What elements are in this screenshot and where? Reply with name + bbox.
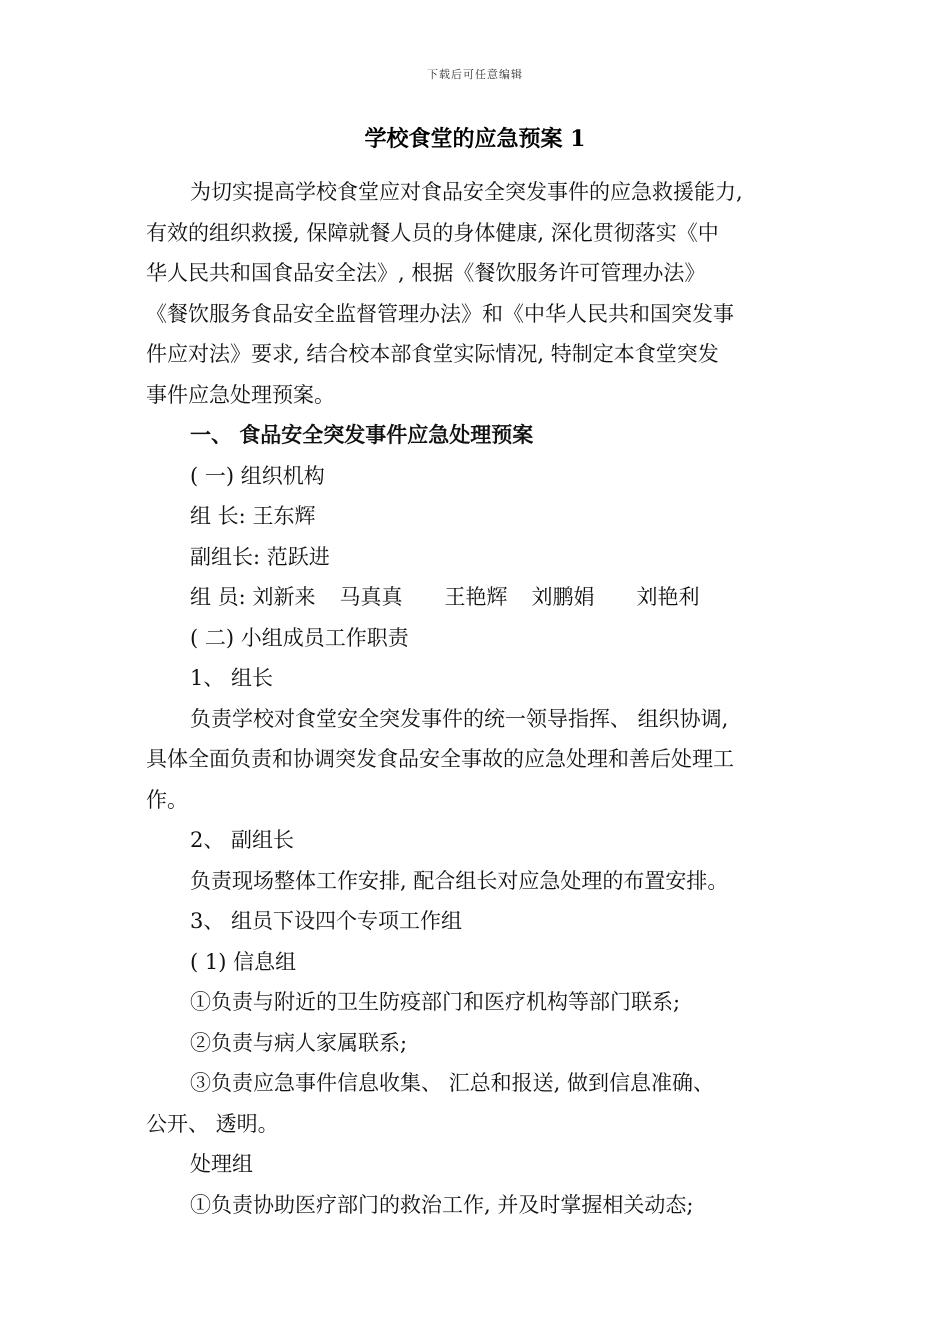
intro-line: 事件应急处理预案。	[146, 382, 335, 407]
members-row	[146, 577, 806, 618]
item-text-line: 负责学校对食堂安全突发事件的统一领导指挥、 组织协调,	[190, 706, 729, 731]
member-name: 马真真	[339, 585, 403, 609]
document-body	[146, 172, 806, 1225]
group-item: ①负责与附近的卫生防疫部门和医疗机构等部门联系;	[190, 990, 681, 1014]
subsection-heading: ( 二) 小组成员工作职责	[190, 625, 409, 650]
group-item: ②负责与病人家属联系;	[190, 1030, 408, 1055]
member-name: 刘鹏娟	[531, 585, 595, 609]
header-note: 下载后可任意编辑	[427, 68, 523, 81]
group-heading: ( 1) 信息组	[190, 949, 297, 974]
deputy-label: 副组长:	[190, 544, 261, 569]
intro-line: 《餐饮服务食品安全监督管理办法》和《中华人民共和国突发事	[146, 301, 734, 326]
intro-line: 有效的组织救援, 保障就餐人员的身体健康, 深化贯彻落实《中	[146, 220, 719, 245]
member-name: 刘新来	[252, 585, 316, 609]
group-item-continuation: 公开、 透明。	[146, 1111, 279, 1136]
group-heading: 处理组	[190, 1152, 253, 1176]
item-text-line: 负责现场整体工作安排, 配合组长对应急处理的布置安排。	[190, 868, 729, 893]
deputy-row	[146, 537, 806, 578]
deputy-name: 范跃进	[266, 544, 330, 569]
section-heading: 一、 食品安全突发事件应急处理预案	[190, 422, 534, 447]
item-text-line: 具体全面负责和协调突发食品安全事故的应急处理和善后处理工	[146, 747, 734, 771]
members-label: 组 员:	[190, 585, 246, 609]
intro-line: 件应对法》要求, 结合校本部食堂实际情况, 特制定本食堂突发	[146, 342, 719, 366]
subsection-heading: ( 一) 组织机构	[190, 463, 325, 488]
leader-row	[146, 496, 806, 537]
document-title: 学校食堂的应急预案 1	[364, 126, 586, 152]
group-item: ①负责协助医疗部门的救治工作, 并及时掌握相关动态;	[190, 1192, 694, 1217]
leader-name: 王东辉	[252, 504, 316, 528]
group-item: ③负责应急事件信息收集、 汇总和报送, 做到信息准确、	[190, 1071, 715, 1095]
item-text-line: 作。	[146, 787, 188, 812]
intro-line: 为切实提高学校食堂应对食品安全突发事件的应急救援能力,	[190, 180, 743, 204]
item-heading: 3、 组员下设四个专项工作组	[190, 909, 463, 933]
item-heading: 1、 组长	[190, 666, 274, 690]
member-name: 王艳辉	[444, 585, 508, 609]
leader-label: 组 长:	[190, 504, 246, 528]
item-heading: 2、 副组长	[190, 828, 295, 852]
member-name: 刘艳利	[636, 585, 700, 609]
intro-line: 华人民共和国食品安全法》, 根据《餐饮服务许可管理办法》	[146, 261, 706, 285]
